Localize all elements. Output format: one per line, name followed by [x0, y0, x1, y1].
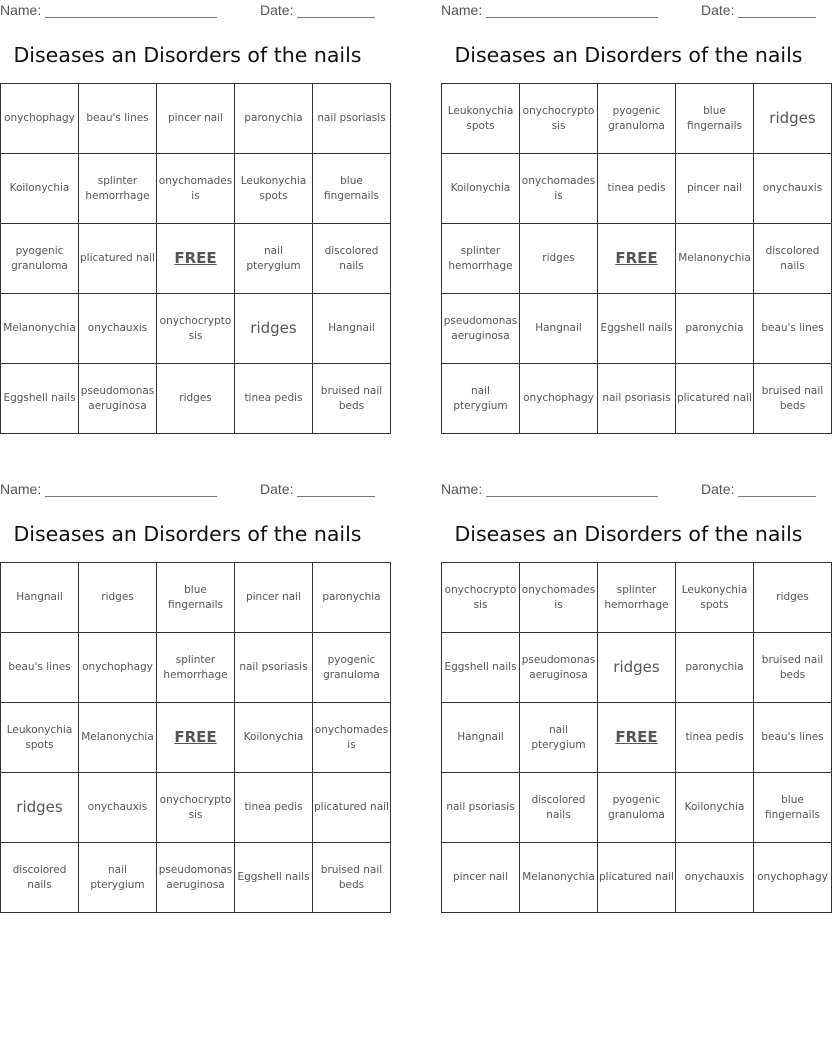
grid-cell: bruised nail beds — [313, 843, 391, 913]
grid-cell: ridges — [520, 224, 598, 294]
date-label: Date: — [260, 481, 294, 497]
grid-cell: beau's lines — [1, 633, 79, 703]
grid-cell: ridges — [598, 633, 676, 703]
grid-row — [1, 633, 391, 703]
grid-cell: Eggshell nails — [598, 294, 676, 364]
grid-cell: blue fingernails — [313, 154, 391, 224]
grid-cell: splinter hemorrhage — [157, 633, 235, 703]
date-label: Date: — [701, 2, 735, 18]
grid-cell: nail pterygium — [79, 843, 157, 913]
grid-cell: paronychia — [676, 633, 754, 703]
bingo-card — [441, 0, 824, 436]
grid-cell: pincer nail — [157, 84, 235, 154]
grid-cell: nail pterygium — [520, 703, 598, 773]
name-label: Name: — [441, 2, 483, 18]
date-blank-line[interactable] — [297, 17, 375, 18]
grid-row — [1, 154, 391, 224]
grid-cell: onychomadesis — [520, 154, 598, 224]
grid-row — [1, 364, 391, 434]
grid-row — [442, 843, 832, 913]
grid-cell: Koilonychia — [676, 773, 754, 843]
grid-cell: Eggshell nails — [235, 843, 313, 913]
grid-row — [442, 773, 832, 843]
grid-cell: Leukonychia spots — [235, 154, 313, 224]
grid-cell: nail psoriasis — [313, 84, 391, 154]
grid-cell: pseudomonas aeruginosa — [520, 633, 598, 703]
grid-cell: onychomadesis — [157, 154, 235, 224]
grid-row — [1, 224, 391, 294]
grid-cell: pincer nail — [442, 843, 520, 913]
grid-cell: Hangnail — [442, 703, 520, 773]
grid-cell: paronychia — [235, 84, 313, 154]
grid-cell: blue fingernails — [754, 773, 832, 843]
grid-cell: plicatured nail — [676, 364, 754, 434]
grid-cell: onychomadesis — [313, 703, 391, 773]
grid-cell: Eggshell nails — [442, 633, 520, 703]
grid-cell: discolored nails — [313, 224, 391, 294]
grid-cell: tinea pedis — [676, 703, 754, 773]
grid-cell: splinter hemorrhage — [79, 154, 157, 224]
grid-cell: tinea pedis — [598, 154, 676, 224]
grid-cell: Leukonychia spots — [442, 84, 520, 154]
free-space: FREE — [598, 703, 676, 773]
grid-cell: nail pterygium — [442, 364, 520, 434]
card-title: Diseases an Disorders of the nails — [13, 43, 362, 67]
grid-cell: Koilonychia — [1, 154, 79, 224]
grid-cell: ridges — [235, 294, 313, 364]
grid-cell: paronychia — [313, 563, 391, 633]
grid-cell: nail psoriasis — [235, 633, 313, 703]
name-blank-line[interactable] — [486, 17, 658, 18]
grid-cell: onychophagy — [754, 843, 832, 913]
grid-cell: discolored nails — [754, 224, 832, 294]
grid-row — [442, 224, 832, 294]
grid-cell: splinter hemorrhage — [442, 224, 520, 294]
grid-cell: ridges — [157, 364, 235, 434]
grid-cell: onychomadesis — [520, 563, 598, 633]
grid-cell: Leukonychia spots — [676, 563, 754, 633]
grid-row — [1, 843, 391, 913]
name-label: Name: — [441, 481, 483, 497]
grid-cell: onychophagy — [520, 364, 598, 434]
name-label: Name: — [0, 2, 42, 18]
grid-cell: Hangnail — [1, 563, 79, 633]
grid-cell: pincer nail — [676, 154, 754, 224]
name-date-header — [441, 2, 816, 20]
grid-cell: tinea pedis — [235, 773, 313, 843]
grid-row — [442, 633, 832, 703]
date-blank-line[interactable] — [297, 496, 375, 497]
grid-cell: nail pterygium — [235, 224, 313, 294]
grid-row — [442, 154, 832, 224]
grid-row — [442, 703, 832, 773]
grid-row — [442, 364, 832, 434]
card-title: Diseases an Disorders of the nails — [454, 522, 803, 546]
grid-cell: Melanonychia — [676, 224, 754, 294]
grid-cell: onychauxis — [79, 773, 157, 843]
name-blank-line[interactable] — [45, 17, 217, 18]
date-blank-line[interactable] — [738, 17, 816, 18]
grid-cell: Eggshell nails — [1, 364, 79, 434]
grid-row — [1, 773, 391, 843]
grid-cell: Melanonychia — [1, 294, 79, 364]
grid-cell: ridges — [754, 84, 832, 154]
grid-row — [1, 294, 391, 364]
grid-cell: Hangnail — [520, 294, 598, 364]
grid-cell: onychauxis — [676, 843, 754, 913]
grid-cell: beau's lines — [754, 294, 832, 364]
grid-row — [1, 84, 391, 154]
bingo-card — [0, 0, 386, 436]
grid-cell: ridges — [754, 563, 832, 633]
grid-cell: pyogenic granuloma — [598, 84, 676, 154]
grid-cell: pseudomonas aeruginosa — [79, 364, 157, 434]
grid-cell: discolored nails — [1, 843, 79, 913]
free-space: FREE — [598, 224, 676, 294]
grid-cell: Koilonychia — [235, 703, 313, 773]
grid-cell: onychophagy — [1, 84, 79, 154]
grid-cell: ridges — [79, 563, 157, 633]
grid-row — [1, 563, 391, 633]
grid-cell: onychauxis — [754, 154, 832, 224]
bingo-grid — [0, 83, 391, 434]
grid-cell: beau's lines — [754, 703, 832, 773]
name-label: Name: — [0, 481, 42, 497]
grid-cell: onychocryptosis — [157, 773, 235, 843]
free-space: FREE — [157, 703, 235, 773]
name-date-header — [0, 2, 375, 20]
date-label: Date: — [701, 481, 735, 497]
bingo-grid — [0, 562, 391, 913]
grid-cell: discolored nails — [520, 773, 598, 843]
grid-cell: bruised nail beds — [313, 364, 391, 434]
grid-cell: Melanonychia — [520, 843, 598, 913]
date-blank-line[interactable] — [738, 496, 816, 497]
grid-row — [442, 294, 832, 364]
grid-cell: pyogenic granuloma — [1, 224, 79, 294]
grid-cell: bruised nail beds — [754, 364, 832, 434]
grid-cell: Koilonychia — [442, 154, 520, 224]
grid-cell: paronychia — [676, 294, 754, 364]
grid-cell: pseudomonas aeruginosa — [442, 294, 520, 364]
grid-cell: onychophagy — [79, 633, 157, 703]
grid-cell: splinter hemorrhage — [598, 563, 676, 633]
name-blank-line[interactable] — [45, 496, 217, 497]
card-title: Diseases an Disorders of the nails — [13, 522, 362, 546]
grid-cell: Hangnail — [313, 294, 391, 364]
grid-cell: pseudomonas aeruginosa — [157, 843, 235, 913]
bingo-grid — [441, 562, 832, 913]
card-title: Diseases an Disorders of the nails — [454, 43, 803, 67]
bingo-grid — [441, 83, 832, 434]
grid-cell: plicatured nail — [313, 773, 391, 843]
grid-cell: nail psoriasis — [442, 773, 520, 843]
grid-cell: plicatured nail — [598, 843, 676, 913]
grid-cell: tinea pedis — [235, 364, 313, 434]
grid-cell: nail psoriasis — [598, 364, 676, 434]
grid-cell: pyogenic granuloma — [598, 773, 676, 843]
name-date-header — [441, 481, 816, 499]
bingo-card — [0, 479, 389, 915]
grid-cell: Leukonychia spots — [1, 703, 79, 773]
grid-cell: onychauxis — [79, 294, 157, 364]
date-label: Date: — [260, 2, 294, 18]
grid-cell: Melanonychia — [79, 703, 157, 773]
grid-cell: ridges — [1, 773, 79, 843]
grid-cell: blue fingernails — [676, 84, 754, 154]
bingo-card — [441, 479, 828, 915]
grid-cell: blue fingernails — [157, 563, 235, 633]
grid-cell: onychocryptosis — [520, 84, 598, 154]
free-space: FREE — [157, 224, 235, 294]
grid-row — [442, 563, 832, 633]
grid-cell: onychocryptosis — [442, 563, 520, 633]
name-blank-line[interactable] — [486, 496, 658, 497]
grid-row — [442, 84, 832, 154]
grid-row — [1, 703, 391, 773]
grid-cell: bruised nail beds — [754, 633, 832, 703]
name-date-header — [0, 481, 375, 499]
grid-cell: beau's lines — [79, 84, 157, 154]
grid-cell: onychocryptosis — [157, 294, 235, 364]
grid-cell: pincer nail — [235, 563, 313, 633]
grid-cell: plicatured nail — [79, 224, 157, 294]
grid-cell: pyogenic granuloma — [313, 633, 391, 703]
